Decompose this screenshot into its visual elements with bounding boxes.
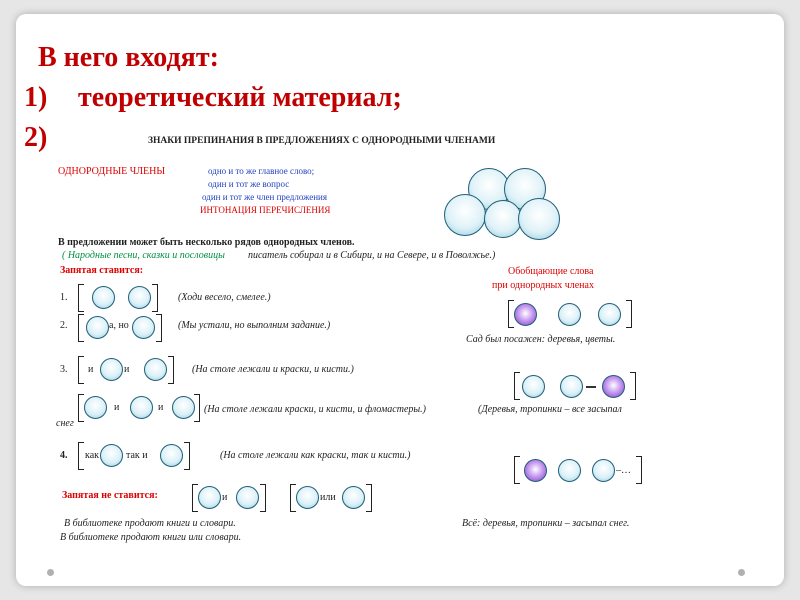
- circle-icon: [132, 316, 155, 339]
- list-item-1: теоретический материал;: [78, 82, 402, 113]
- bracket-left: [514, 372, 520, 400]
- circle-icon: [144, 358, 167, 381]
- bracket-right: [168, 356, 174, 384]
- bracket-left: [78, 356, 84, 384]
- rows-text: В предложении может быть несколько рядов однородных членов.: [58, 237, 355, 248]
- circle-icon: [92, 286, 115, 309]
- conjunction-a-no: а, но: [109, 320, 129, 331]
- bracket-left: [78, 442, 84, 470]
- corner-dot-icon: [738, 569, 745, 576]
- circle-icon: [592, 459, 615, 482]
- feature-2: один и тот же вопрос: [208, 179, 290, 189]
- corner-dot-icon: [47, 569, 54, 576]
- generalizing-label-2: при однородных членах: [492, 280, 594, 291]
- circle-icon: [128, 286, 151, 309]
- example-rest: писатель собирал и в Сибири, и на Севере, и в Поволжье.): [248, 250, 496, 261]
- example-end-1: В библиотеке продают книги и словари.: [64, 518, 236, 529]
- circle-icon: [296, 486, 319, 509]
- circle-icon: [198, 486, 221, 509]
- bracket-left: [78, 314, 84, 342]
- no-comma-label: Запятая не ставится:: [62, 490, 158, 501]
- circle-icon: [86, 316, 109, 339]
- punctuation-scheme: [52, 132, 680, 550]
- example-3: (На столе лежали и краски, и кисти.): [192, 364, 354, 375]
- conjunction-kak: как: [85, 450, 100, 461]
- generalizing-example-3: Всё: деревья, тропинки – засыпал снег.: [462, 518, 630, 529]
- list-number-1: 1): [24, 82, 48, 113]
- feature-1: одно и то же главное слово;: [208, 166, 315, 176]
- example-green: ( Народные песни, сказки и пословицы: [62, 250, 225, 261]
- bracket-right: [636, 456, 642, 484]
- generalizing-label-1: Обобщающие слова: [508, 266, 594, 277]
- row-number-4: 4.: [60, 450, 68, 461]
- row-number-3: 3.: [60, 364, 68, 375]
- example-1: (Ходи весело, смелее.): [178, 292, 271, 303]
- circle-purple-icon: [524, 459, 547, 482]
- circle-icon: [160, 444, 183, 467]
- circle-icon: [236, 486, 259, 509]
- circle-icon: [100, 444, 123, 467]
- example-3b: (На столе лежали краски, и кисти, и фломастеры.): [204, 404, 427, 415]
- circle-icon: [84, 396, 107, 419]
- circle-icon: [130, 396, 153, 419]
- bracket-right: [626, 300, 632, 328]
- homogeneous-label: ОДНОРОДНЫЕ ЧЛЕНЫ: [58, 166, 166, 177]
- circle-icon: [172, 396, 195, 419]
- bracket-right: [194, 394, 200, 422]
- generalizing-example-1: Сад был посажен: деревья, цветы.: [466, 334, 616, 345]
- bracket-right: [152, 284, 158, 312]
- dash-icon: [586, 386, 596, 388]
- conjunction-i: и: [114, 402, 120, 413]
- feature-4: ИНТОНАЦИЯ ПЕРЕЧИСЛЕНИЯ: [200, 205, 331, 215]
- conjunction-tak: так и: [126, 450, 148, 461]
- bracket-right: [260, 484, 266, 512]
- example-3b-tail: снег: [56, 418, 74, 429]
- row-number-2: 2.: [60, 320, 68, 331]
- circle-group-icon: [484, 200, 522, 238]
- dash-ellipsis: –…: [616, 465, 631, 476]
- circle-icon: [522, 375, 545, 398]
- circle-icon: [598, 303, 621, 326]
- example-end-2: В библиотеке продают книги или словари.: [60, 532, 242, 543]
- example-4: (На столе лежали как краски, так и кисти.): [220, 450, 411, 461]
- heading-line: В него входят:: [38, 42, 219, 73]
- conjunction-ili: или: [320, 492, 336, 503]
- circle-icon: [558, 459, 581, 482]
- conjunction-i: и: [222, 492, 228, 503]
- circle-group-icon: [518, 198, 560, 240]
- circle-group-icon: [444, 194, 486, 236]
- circle-icon: [100, 358, 123, 381]
- bracket-right: [184, 442, 190, 470]
- bracket-right: [156, 314, 162, 342]
- scheme-title: ЗНАКИ ПРЕПИНАНИЯ В ПРЕДЛОЖЕНИЯХ С ОДНОРОДНЫМИ ЧЛЕНАМИ: [148, 136, 496, 146]
- bracket-left: [78, 284, 84, 312]
- bracket-right: [630, 372, 636, 400]
- comma-label: Запятая ставится:: [60, 265, 144, 276]
- bracket-right: [366, 484, 372, 512]
- conjunction-i: и: [124, 364, 130, 375]
- list-number-2: 2): [24, 122, 48, 153]
- circle-purple-icon: [514, 303, 537, 326]
- circle-icon: [560, 375, 583, 398]
- bracket-left: [514, 456, 520, 484]
- generalizing-example-2: (Деревья, тропинки – все засыпал: [478, 404, 622, 415]
- feature-3: один и тот же член предложения: [202, 192, 327, 202]
- conjunction-i: и: [88, 364, 94, 375]
- row-number-1: 1.: [60, 292, 68, 303]
- example-2: (Мы устали, но выполним задание.): [178, 320, 331, 331]
- circle-icon: [342, 486, 365, 509]
- circle-icon: [558, 303, 581, 326]
- conjunction-i: и: [158, 402, 164, 413]
- circle-purple-icon: [602, 375, 625, 398]
